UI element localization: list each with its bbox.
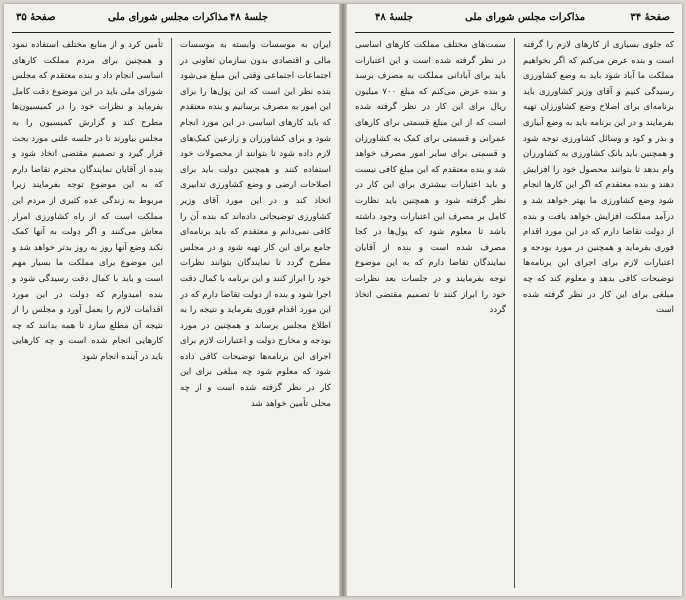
left-page-number: صفحهٔ ۳۵ — [16, 12, 56, 23]
left-page-session: جلسهٔ ۴۸ — [230, 12, 269, 23]
right-page-session: جلسهٔ ۴۸ — [375, 12, 414, 23]
right-page-title: مذاکرات مجلس شورای ملی — [465, 12, 586, 23]
right-page-column-left — [355, 38, 506, 588]
document-spread — [4, 4, 682, 596]
right-page — [347, 4, 682, 596]
right-page-header — [355, 10, 674, 33]
left-page — [4, 4, 339, 596]
left-page-title: مذاکرات مجلس شورای ملی — [108, 12, 229, 23]
column-divider — [514, 38, 515, 588]
right-page-number: صفحهٔ ۳۴ — [630, 12, 670, 23]
left-page-header — [12, 10, 331, 33]
left-page-columns — [12, 38, 331, 588]
left-page-column-right — [180, 38, 331, 588]
column-text: ایران به موسسات وابسته به موسسات مالی و اقتصادی بدون سازمان تعاونی در اجتماعات اجتماعی وقتی این مبلغ می‌شود بنده نظر این است که این پول‌ها را برای این امور به مصرف برسانیم و بنده معتقدم که باید کارهای اساسی در این مورد انجام شود و برای کشاورزان و زارعین کمک‌های لازم داده شود تا بتوانند از محصولات خود استفاده کنند و همچنین دولت باید برای اصلاحات ارضی و وضع کشاورزی تدابیری اتخاذ کند و در این مورد آقای وزیر کشاورزی توضیحاتی داده‌اند که بنده آن را کافی نمی‌دانم و معتقدم که باید برنامه‌ای جامع برای این کار تهیه شود و در مجلس مطرح گردد تا نمایندگان بتوانند نظرات خود را ابراز کنند و این برنامه با کمال دقت اجرا شود و بنده از دولت تقاضا دارم که در این مورد اقدام فوری بفرماید و نتیجه را به اطلاع مجلس برساند و همچنین در مورد بودجه و مخارج دولت و اعتبارات لازم برای اجرای این برنامه‌ها توضیحات کافی داده شود که معلوم شود چه مبلغی برای این کار در نظر گرفته شده است و از چه محلی تأمین خواهد شد — [180, 40, 331, 409]
page-gutter — [339, 4, 347, 596]
column-text: تأمین کرد و از منابع مختلف استفاده نمود و همچنین برای مردم مملکت کارهای اساسی انجام داد و بنده معتقدم که مجلس شورای ملی باید در این موضوع دقت کامل بفرماید و نظرات خود را در کمیسیون‌ها مطرح کند و گزارش کمیسیون را به مجلس بیاورند تا در جلسه علنی مورد بحث قرار گیرد و تصمیم مقتضی اتخاذ شود و بنده از آقایان نمایندگان محترم تقاضا دارم که به این موضوع توجه بفرمایند زیرا مربوط به زندگی عده کثیری از مردم این مملکت است که از راه کشاورزی امرار معاش می‌کنند و اگر دولت به آنها کمک نکند وضع آنها روز به روز بدتر خواهد شد و این موضوع برای مملکت ما بسیار مهم است و باید با کمال دقت رسیدگی شود و بنده امیدوارم که دولت در این مورد اقدامات لازم را بعمل آورد و مجلس را از نتیجه آن مطلع سازد تا همه بدانند که چه کارهایی انجام شده است و چه کارهایی باید در آینده انجام شود — [12, 40, 163, 362]
column-text: که جلوی بسیاری از کارهای لازم را گرفته است و بنده عرض می‌کنم که اگر بخواهیم مملکت ما آباد شود باید به وضع کشاورزی رسیدگی کنیم و آقای وزیر کشاورزی باید برنامه‌ای برای اصلاح وضع کشاورزان تهیه بفرمایند و در این برنامه باید به وضع آبیاری و بذر و کود و وسائل کشاورزی توجه شود و همچنین باید بانک کشاورزی به کشاورزان وام بدهد تا بتوانند محصول خود را افزایش دهند و بنده معتقدم که اگر این کارها انجام شود وضع کشاورزی ما بهتر خواهد شد و درآمد مملکت افزایش خواهد یافت و بنده از دولت تقاضا دارم که در این مورد اقدام فوری بفرماید و همچنین در مورد بودجه و اعتبارات لازم برای اجرای این برنامه‌ها توضیحات کافی بدهد و معلوم کند که چه مبلغی برای این کار در نظر گرفته شده است — [523, 40, 674, 316]
left-page-column-left — [12, 38, 163, 588]
column-text: سمت‌های مختلف مملکت کارهای اساسی در نظر گرفته شده است و این اعتبارات باید برای آبادانی مملکت به مصرف برسد و بنده عرض می‌کنم که مبلغ ۷۰۰ میلیون ریال برای این کار در نظر گرفته شده است که از این مبلغ قسمتی برای کارهای عمرانی و قسمتی برای کمک به کشاورزان و قسمتی برای سایر امور مصرف خواهد شد و بنده معتقدم که این مبلغ کافی نیست و باید اعتبارات بیشتری برای این کار در نظر گرفته شود و همچنین باید نظارت کامل بر مصرف این اعتبارات وجود داشته باشد تا معلوم شود که پول‌ها در کجا مصرف شده است و بنده از آقایان نمایندگان تقاضا دارم که به این موضوع توجه بفرمایند و در جلسات بعد نظرات خود را ابراز کنند تا تصمیم مقتضی اتخاذ گردد — [355, 40, 506, 316]
right-page-columns — [355, 38, 674, 588]
column-divider — [171, 38, 172, 588]
right-page-column-right — [523, 38, 674, 588]
